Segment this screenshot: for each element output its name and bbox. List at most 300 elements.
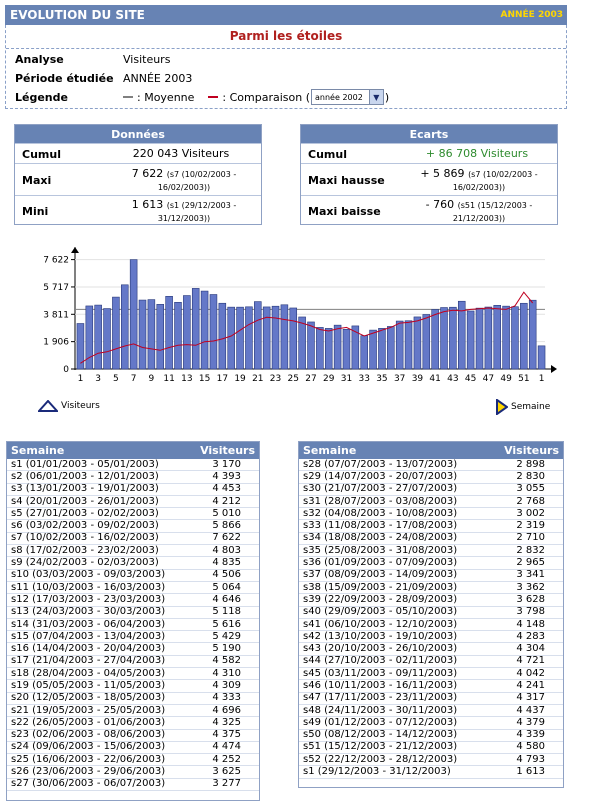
visitors-cell: 4 803 [212, 544, 241, 556]
x-tick-label: 11 [163, 374, 175, 384]
ecarts-panel [300, 124, 558, 225]
week-cell: s9 (24/02/2003 - 02/03/2003) [11, 557, 159, 569]
bar [157, 304, 164, 369]
week-cell: s12 (17/03/2003 - 23/03/2003) [11, 593, 166, 605]
bar [387, 326, 394, 369]
mini-label: Mini [22, 205, 49, 218]
table-row [299, 459, 563, 471]
y-tick-label: 5 717 [43, 282, 69, 293]
week-cell: s26 (23/06/2003 - 29/06/2003) [11, 766, 166, 778]
maxi-hausse-row [301, 163, 557, 195]
visitors-cell: 5 010 [212, 507, 241, 519]
bar [95, 305, 102, 369]
table-row [299, 680, 563, 692]
week-cell: s42 (13/10/2003 - 19/10/2003) [303, 630, 458, 642]
bar [290, 308, 297, 369]
col-semaine: Semaine [11, 444, 65, 457]
table-row [7, 570, 259, 582]
table-row [7, 545, 259, 557]
x-tick-label: 29 [323, 374, 335, 384]
maxi-hausse-detail: (s7 (10/02/2003 - 16/02/2003)) [452, 170, 538, 192]
table-row [299, 520, 563, 532]
bar [494, 305, 501, 369]
visitors-cell: 3 002 [516, 507, 545, 519]
x-tick-label: 39 [411, 374, 424, 384]
mini-detail: (s1 (29/12/2003 - 31/12/2003)) [157, 201, 237, 223]
x-axis-arrow [551, 365, 557, 373]
bar [219, 303, 226, 369]
week-cell: s5 (27/01/2003 - 02/02/2003) [11, 507, 159, 519]
week-cell: s8 (17/02/2003 - 23/02/2003) [11, 544, 159, 556]
week-cell: s43 (20/10/2003 - 26/10/2003) [303, 643, 458, 655]
analyse-label: Analyse [15, 52, 64, 66]
visitors-cell: 4 310 [212, 667, 241, 679]
table-row [7, 520, 259, 532]
donnees-cumul-row [15, 143, 261, 163]
x-tick-label: 49 [500, 374, 512, 384]
maxi-hausse-block [405, 168, 553, 194]
bar [254, 302, 261, 369]
table-body [299, 459, 563, 779]
triangle-up-icon [38, 400, 58, 412]
week-cell: s14 (31/03/2003 - 06/04/2003) [11, 618, 166, 630]
ecarts-cumul-row [301, 143, 557, 163]
bar [458, 301, 465, 369]
bar [210, 295, 217, 369]
ecarts-cumul-label: Cumul [308, 148, 347, 161]
periode-label: Période étudiée [15, 71, 114, 85]
col-visiteurs: Visiteurs [200, 444, 255, 457]
week-cell: s15 (07/04/2003 - 13/04/2003) [11, 630, 166, 642]
table-row [7, 693, 259, 705]
x-tick-label: 15 [198, 374, 211, 384]
week-cell: s11 (10/03/2003 - 16/03/2003) [11, 581, 166, 593]
y-tick-label: 1 906 [43, 337, 69, 348]
table-row [7, 754, 259, 766]
periode-value: ANNÉE 2003 [123, 71, 193, 85]
week-cell: s39 (22/09/2003 - 28/09/2003) [303, 593, 458, 605]
table-header [7, 442, 259, 459]
visitors-cell: 3 055 [516, 483, 545, 495]
visitors-cell: 4 721 [516, 655, 545, 667]
y-tick-label: 3 811 [43, 310, 69, 321]
bar [228, 307, 235, 369]
table-row [299, 557, 563, 569]
y-tick-label: 7 622 [43, 255, 69, 266]
visitors-cell: 4 252 [212, 753, 241, 765]
table-row [7, 459, 259, 471]
x-tick-label: 9 [148, 374, 155, 384]
x-tick-label: 35 [376, 374, 388, 384]
table-row [299, 754, 563, 766]
week-cell: s25 (16/06/2003 - 22/06/2003) [11, 753, 166, 765]
bar [396, 321, 403, 369]
moyenne-text: : Moyenne [137, 90, 195, 104]
week-cell: s3 (13/01/2003 - 19/01/2003) [11, 483, 159, 495]
bar [201, 291, 208, 369]
table-row [7, 557, 259, 569]
bar [520, 303, 527, 369]
section-subtitle: Parmi les étoiles [229, 29, 343, 43]
x-tick-label: 33 [358, 374, 370, 384]
table-row [7, 484, 259, 496]
week-cell: s38 (15/09/2003 - 21/09/2003) [303, 581, 458, 593]
visitors-cell: 4 283 [516, 630, 545, 642]
table-row [299, 705, 563, 717]
table-row [299, 607, 563, 619]
visitors-cell: 4 241 [516, 680, 545, 691]
bar [467, 311, 474, 369]
periode-row [15, 70, 192, 86]
bar [378, 328, 385, 369]
y-axis-arrow [71, 247, 79, 253]
bar [281, 305, 288, 369]
bar [104, 309, 111, 369]
legend-visitors-label: Visiteurs [61, 401, 100, 411]
maxi-baisse-block [405, 199, 553, 225]
bar [529, 300, 536, 369]
visitors-cell: 4 835 [212, 557, 241, 569]
x-tick-label: 51 [518, 374, 530, 384]
visitors-cell: 5 118 [212, 606, 241, 618]
visitors-cell: 7 622 [212, 532, 241, 544]
x-tick-label: 25 [287, 374, 299, 384]
week-cell: s46 (10/11/2003 - 16/11/2003) [303, 680, 458, 691]
visitors-cell: 4 317 [516, 692, 545, 704]
week-cell: s50 (08/12/2003 - 14/12/2003) [303, 729, 458, 741]
donnees-mini-row [15, 195, 261, 225]
legende-label: Légende [15, 90, 68, 104]
table-row [7, 594, 259, 606]
table-row [7, 533, 259, 545]
visitors-cell: 4 309 [212, 680, 241, 691]
mini-value-block [111, 199, 257, 225]
visitors-cell: 3 362 [516, 581, 545, 593]
bar [139, 300, 146, 369]
maxi-baisse-detail: (s51 (15/12/2003 - 21/12/2003)) [452, 201, 533, 223]
week-cell: s23 (02/06/2003 - 08/06/2003) [11, 729, 166, 741]
bar [370, 330, 377, 369]
table-row [7, 496, 259, 508]
week-cell: s21 (19/05/2003 - 25/05/2003) [11, 704, 166, 716]
chevron-down-icon[interactable]: ▼ [369, 90, 383, 104]
bar [112, 297, 119, 369]
table-row [299, 545, 563, 557]
visitors-cell: 5 429 [212, 630, 241, 642]
week-cell: s19 (05/05/2003 - 11/05/2003) [11, 680, 166, 691]
table-row [299, 766, 563, 778]
bar [237, 307, 244, 369]
table-row [7, 730, 259, 742]
x-tick-label: 47 [482, 374, 495, 384]
table-row [299, 717, 563, 729]
visitors-cell: 5 190 [212, 643, 241, 655]
maxi-baisse-row [301, 195, 557, 225]
visitors-cell: 4 042 [516, 667, 545, 679]
week-cell: s45 (03/11/2003 - 09/11/2003) [303, 667, 458, 679]
visitors-cell: 5 616 [212, 618, 241, 630]
week-cell: s22 (26/05/2003 - 01/06/2003) [11, 716, 166, 728]
x-tick-label: 17 [216, 374, 229, 384]
visitors-cell: 4 506 [212, 569, 241, 581]
week-cell: s29 (14/07/2003 - 20/07/2003) [303, 470, 458, 482]
table-row [7, 656, 259, 668]
table-row [7, 680, 259, 692]
x-tick-label: 31 [340, 374, 353, 384]
week-cell: s37 (08/09/2003 - 14/09/2003) [303, 569, 458, 581]
table-row [299, 619, 563, 631]
week-cell: s52 (22/12/2003 - 28/12/2003) [303, 753, 458, 765]
cumul-value: 220 043 Visiteurs [132, 147, 230, 160]
visitors-cell: 2 898 [516, 458, 545, 470]
table-row [299, 484, 563, 496]
visitors-cell: 2 319 [516, 520, 545, 532]
bar [405, 321, 412, 369]
table-row [299, 742, 563, 754]
legend-week-label: Semaine [511, 402, 551, 412]
maxi-value-block [111, 168, 257, 194]
visitors-cell: 4 333 [212, 692, 241, 704]
x-tick-label: 21 [252, 374, 264, 384]
week-cell: s27 (30/06/2003 - 06/07/2003) [11, 778, 166, 790]
analyse-row [15, 51, 170, 67]
table-row [7, 471, 259, 483]
week-cell: s18 (28/04/2003 - 04/05/2003) [11, 667, 166, 679]
table-row [299, 594, 563, 606]
visitors-cell: 4 580 [516, 741, 545, 753]
average-line-swatch [123, 96, 133, 98]
visitors-cell: 4 325 [212, 716, 241, 728]
week-cell: s44 (27/10/2003 - 02/11/2003) [303, 655, 458, 667]
bar [245, 307, 252, 369]
table-row [299, 496, 563, 508]
weeks-table-left [6, 441, 260, 801]
maxi-label: Maxi [22, 174, 52, 187]
comparison-line-swatch [208, 96, 218, 98]
table-row [299, 730, 563, 742]
x-tick-label: 1 [538, 374, 545, 384]
x-tick-label: 13 [181, 374, 193, 384]
ecarts-title: Ecarts [301, 125, 557, 143]
table-row [299, 656, 563, 668]
week-cell: s4 (20/01/2003 - 26/01/2003) [11, 495, 159, 507]
week-cell: s51 (15/12/2003 - 21/12/2003) [303, 741, 458, 753]
mini-value: 1 613 [131, 198, 164, 211]
x-tick-label: 27 [305, 374, 317, 384]
week-cell: s36 (01/09/2003 - 07/09/2003) [303, 557, 458, 569]
week-cell: s13 (24/03/2003 - 30/03/2003) [11, 606, 166, 618]
bar [538, 346, 545, 369]
maxi-baisse-label: Maxi baisse [308, 205, 381, 218]
visitors-cell: 2 965 [516, 557, 545, 569]
bar [183, 296, 190, 369]
page-title: EVOLUTION DU SITE [10, 8, 145, 22]
visitors-cell: 4 437 [516, 704, 545, 716]
visitors-cell: 3 628 [516, 593, 545, 605]
table-row [7, 643, 259, 655]
week-cell: s16 (14/04/2003 - 20/04/2003) [11, 643, 166, 655]
bar [485, 307, 492, 369]
chart-legend-visitors [38, 400, 100, 412]
site-evolution-header [5, 5, 567, 25]
donnees-panel [14, 124, 262, 225]
visitors-cell: 3 277 [212, 778, 241, 790]
visitors-cell: 4 375 [212, 729, 241, 741]
maxi-hausse-label: Maxi hausse [308, 174, 385, 187]
week-cell: s49 (01/12/2003 - 07/12/2003) [303, 716, 458, 728]
week-cell: s34 (18/08/2003 - 24/08/2003) [303, 532, 458, 544]
table-row [299, 668, 563, 680]
analyse-value: Visiteurs [123, 52, 171, 66]
bar [272, 306, 279, 369]
bar [414, 317, 421, 369]
table-row [7, 582, 259, 594]
x-tick-label: 5 [113, 374, 119, 384]
bar [175, 302, 182, 369]
table-row [7, 607, 259, 619]
comparison-year-value: année 2002 [315, 92, 363, 102]
week-cell: s24 (09/06/2003 - 15/06/2003) [11, 741, 166, 753]
bar [316, 327, 323, 369]
bar [503, 306, 510, 369]
comparaison-text: : Comparaison ( [222, 90, 311, 104]
bar [334, 325, 341, 369]
table-row [7, 705, 259, 717]
week-cell: s40 (29/09/2003 - 05/10/2003) [303, 606, 458, 618]
bar [361, 336, 368, 369]
comparaison-close: ) [384, 90, 390, 104]
bar [148, 300, 155, 369]
maxi-baisse-value: - 760 [425, 198, 455, 211]
week-cell: s6 (03/02/2003 - 09/02/2003) [11, 520, 159, 532]
table-row [7, 742, 259, 754]
week-cell: s10 (03/03/2003 - 09/03/2003) [11, 569, 166, 581]
visitors-cell: 3 798 [516, 606, 545, 618]
bar [299, 317, 306, 369]
week-cell: s20 (12/05/2003 - 18/05/2003) [11, 692, 166, 704]
table-row [299, 570, 563, 582]
col-semaine: Semaine [303, 444, 357, 457]
week-cell: s47 (17/11/2003 - 23/11/2003) [303, 692, 458, 704]
bar [308, 322, 315, 369]
table-row [7, 779, 259, 791]
col-visiteurs: Visiteurs [504, 444, 559, 457]
visitors-cell: 2 832 [516, 544, 545, 556]
table-row [299, 643, 563, 655]
x-tick-label: 43 [447, 374, 459, 384]
divider [6, 48, 566, 49]
week-cell: s17 (21/04/2003 - 27/04/2003) [11, 655, 166, 667]
visitors-cell: 3 625 [212, 766, 241, 778]
bar [423, 314, 430, 369]
week-cell: s33 (11/08/2003 - 17/08/2003) [303, 520, 458, 532]
week-cell: s30 (21/07/2003 - 27/07/2003) [303, 483, 458, 495]
table-row [299, 533, 563, 545]
table-row [299, 508, 563, 520]
table-row [7, 508, 259, 520]
donnees-title: Données [15, 125, 261, 143]
bar [166, 296, 173, 369]
bar [263, 307, 270, 369]
visitors-cell: 2 710 [516, 532, 545, 544]
cumul-label: Cumul [22, 148, 61, 161]
x-tick-label: 19 [234, 374, 246, 384]
visitors-cell: 4 453 [212, 483, 241, 495]
x-tick-label: 41 [429, 374, 441, 384]
comparison-year-select[interactable] [311, 89, 384, 105]
table-row [299, 631, 563, 643]
week-cell: s28 (07/07/2003 - 13/07/2003) [303, 458, 458, 470]
chart-legend-week [496, 399, 550, 415]
bar [441, 308, 448, 369]
visitors-cell: 4 304 [516, 643, 545, 655]
legende-row [15, 89, 389, 105]
bar [121, 285, 128, 369]
visitors-cell: 1 613 [516, 766, 545, 778]
visitors-cell: 4 339 [516, 729, 545, 741]
maxi-value: 7 622 [131, 167, 164, 180]
x-tick-label: 3 [95, 374, 102, 384]
table-row [7, 668, 259, 680]
visitors-cell: 4 212 [212, 495, 241, 507]
bar [512, 307, 519, 369]
table-row [7, 717, 259, 729]
analysis-info-box [5, 25, 567, 109]
week-cell: s1 (01/01/2003 - 05/01/2003) [11, 458, 159, 470]
visitors-cell: 2 830 [516, 470, 545, 482]
visitors-cell: 4 696 [212, 704, 241, 716]
week-cell: s41 (06/10/2003 - 12/10/2003) [303, 618, 458, 630]
visitors-cell: 4 393 [212, 470, 241, 482]
visitors-cell: 4 646 [212, 593, 241, 605]
table-row [7, 766, 259, 778]
visitors-cell: 4 474 [212, 741, 241, 753]
ecarts-cumul-value: + 86 708 Visiteurs [425, 147, 529, 160]
x-tick-label: 7 [130, 374, 137, 384]
maxi-detail: (s7 (10/02/2003 - 16/02/2003)) [157, 170, 237, 192]
bar [432, 309, 439, 369]
bar [325, 328, 332, 369]
x-tick-label: 45 [464, 374, 477, 384]
visitors-cell: 2 768 [516, 495, 545, 507]
x-tick-label: 1 [77, 374, 84, 384]
table-row [7, 619, 259, 631]
week-cell: s35 (25/08/2003 - 31/08/2003) [303, 544, 458, 556]
table-row [299, 471, 563, 483]
visitors-cell: 5 064 [212, 581, 241, 593]
donnees-maxi-row [15, 163, 261, 195]
week-cell: s32 (04/08/2003 - 10/08/2003) [303, 507, 458, 519]
x-tick-label: 23 [269, 374, 282, 384]
table-row [7, 631, 259, 643]
triangle-right-icon [496, 399, 508, 415]
bar [130, 260, 137, 369]
bar [449, 307, 456, 369]
week-cell: s1 (29/12/2003 - 31/12/2003) [303, 766, 451, 778]
table-header [299, 442, 563, 459]
table-row [299, 582, 563, 594]
visitors-cell: 4 793 [516, 753, 545, 765]
weeks-table-right [298, 441, 564, 788]
x-tick-label: 37 [393, 374, 406, 384]
table-body [7, 459, 259, 791]
visitors-cell: 3 170 [212, 458, 241, 470]
week-cell: s31 (28/07/2003 - 03/08/2003) [303, 495, 458, 507]
bar [192, 288, 199, 369]
visitors-cell: 5 866 [212, 520, 241, 532]
y-tick-label: 0 [63, 365, 69, 375]
bar [343, 329, 350, 369]
